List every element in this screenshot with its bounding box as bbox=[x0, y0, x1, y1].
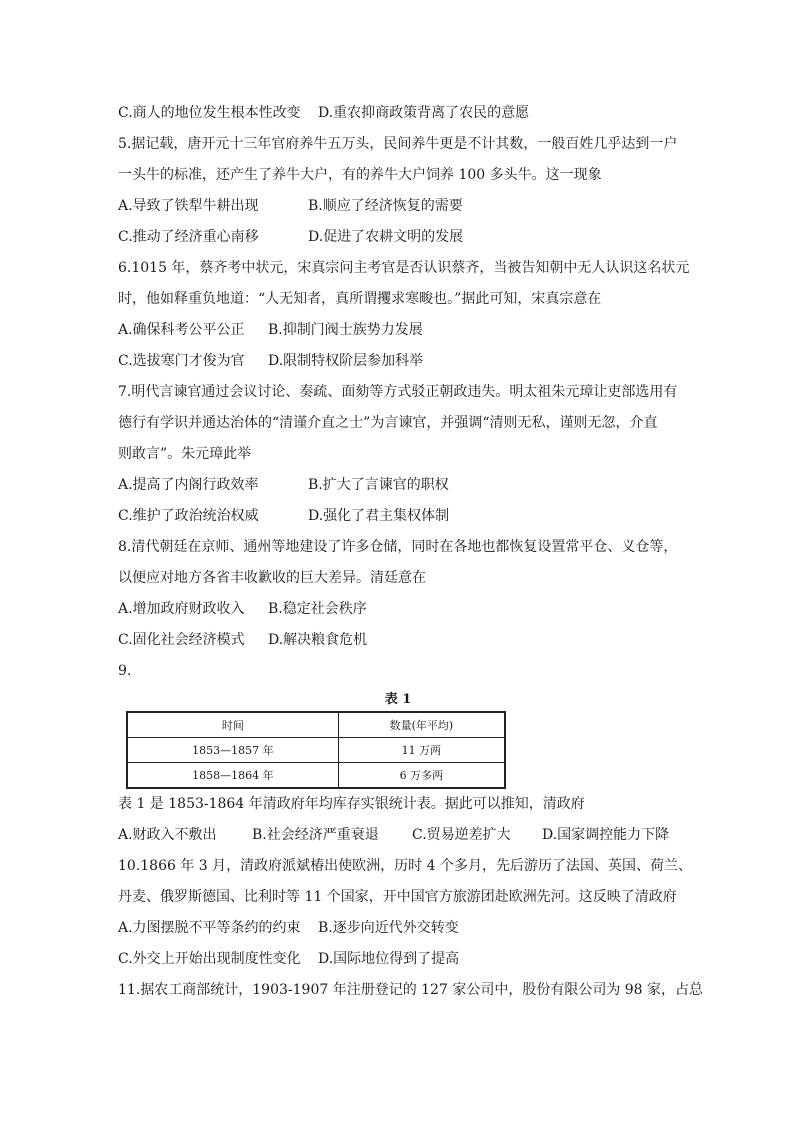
q9-options bbox=[118, 820, 678, 851]
q6-options-ab bbox=[118, 315, 678, 346]
silver-stock-table bbox=[126, 711, 506, 789]
question-5 bbox=[118, 129, 678, 253]
q10-option-b[interactable]: B.逐步向近代外交转变 bbox=[318, 920, 459, 936]
q6-stem-line-2: 时，他如释重负地道：“人无知者，真所谓攫求寒畯也。”据此可知，宋真宗意在 bbox=[118, 291, 602, 307]
q4-options-cd bbox=[118, 98, 678, 129]
q8-option-c[interactable]: C.固化社会经济模式 bbox=[118, 632, 245, 648]
q10-option-c[interactable]: C.外交上开始出现制度性变化 bbox=[118, 951, 301, 967]
table-cell: 6 万多两 bbox=[338, 763, 505, 789]
q8-options-cd bbox=[118, 625, 678, 656]
table-header-row bbox=[127, 712, 505, 738]
q5-options-cd bbox=[118, 222, 678, 253]
q6-option-a[interactable]: A.确保科考公平公正 bbox=[118, 322, 245, 338]
table-header-cell: 数量(年平均) bbox=[338, 712, 505, 738]
q5-option-c[interactable]: C.推动了经济重心南移 bbox=[118, 229, 259, 245]
q5-option-b[interactable]: B.顺应了经济恢复的需要 bbox=[308, 198, 463, 214]
table-cell: 1853—1857 年 bbox=[127, 738, 338, 763]
q6-stem-line-1: 6.1015 年，蔡齐考中状元，宋真宗问主考官是否认识蔡齐，当被告知朝中无人认识这名状元 bbox=[118, 260, 690, 276]
q6-options-cd bbox=[118, 346, 678, 377]
q10-stem-line-1: 10.1866 年 3 月，清政府派斌椿出使欧洲，历时 4 个多月，先后游历了法国、英国、荷兰、 bbox=[118, 858, 692, 874]
question-6 bbox=[118, 253, 690, 377]
q7-options-cd bbox=[118, 501, 678, 532]
exam-page bbox=[118, 98, 704, 1006]
q10-options-ab bbox=[118, 913, 678, 944]
question-9 bbox=[118, 656, 678, 851]
q9-option-c[interactable]: C.贸易逆差扩大 bbox=[412, 827, 511, 843]
q9-option-a[interactable]: A.财政入不敷出 bbox=[118, 827, 217, 843]
q8-stem-line-2: 以便应对地方各省丰收歉收的巨大差异。清廷意在 bbox=[118, 570, 426, 586]
q10-options-cd bbox=[118, 944, 678, 975]
q8-options-ab bbox=[118, 594, 678, 625]
q5-stem-line-1: 5.据记载，唐开元十三年官府养牛五万头，民间养牛更是不计其数，一般百姓几乎达到一户 bbox=[118, 136, 678, 152]
q5-option-d[interactable]: D.促进了农耕文明的发展 bbox=[308, 229, 464, 245]
q4-option-c[interactable]: C.商人的地位发生根本性改变 bbox=[118, 105, 301, 121]
q9-number: 9. bbox=[118, 663, 132, 679]
q7-option-d[interactable]: D.强化了君主集权体制 bbox=[308, 508, 450, 524]
q6-option-c[interactable]: C.选拔寒门才俊为官 bbox=[118, 353, 245, 369]
q7-stem-line-3: 则敢言”。朱元璋此举 bbox=[118, 446, 252, 462]
q4-option-d[interactable]: D.重农抑商政策背离了农民的意愿 bbox=[318, 105, 530, 121]
table-cell: 1858—1864 年 bbox=[127, 763, 338, 789]
q6-option-d[interactable]: D.限制特权阶层参加科举 bbox=[268, 353, 424, 369]
table-cell: 11 万两 bbox=[338, 738, 505, 763]
q8-option-b[interactable]: B.稳定社会秩序 bbox=[268, 601, 367, 617]
q11-stem-line-1: 11.据农工商部统计，1903-1907 年注册登记的 127 家公司中，股份有限公司为 98 家，占总 bbox=[118, 982, 704, 998]
q7-options-ab bbox=[118, 470, 678, 501]
table-row bbox=[127, 738, 505, 763]
table-title: 表 1 bbox=[384, 692, 412, 707]
q8-stem-line-1: 8.清代朝廷在京师、通州等地建设了许多仓储，同时在各地也都恢复设置常平仓、义仓等， bbox=[118, 539, 678, 555]
q7-stem-line-1: 7.明代言谏官通过会议讨论、奏疏、面劾等方式驳正朝政违失。明太祖朱元璋让吏部选用有 bbox=[118, 384, 678, 400]
q9-option-b[interactable]: B.社会经济严重衰退 bbox=[252, 827, 379, 843]
q8-option-d[interactable]: D.解决粮食危机 bbox=[268, 632, 368, 648]
table-header-cell: 时间 bbox=[127, 712, 338, 738]
q10-option-a[interactable]: A.力图摆脱不平等条约的约束 bbox=[118, 920, 301, 936]
question-7 bbox=[118, 377, 678, 532]
table-row bbox=[127, 763, 505, 789]
q10-option-d[interactable]: D.国际地位得到了提高 bbox=[318, 951, 460, 967]
q5-options-ab bbox=[118, 191, 678, 222]
q6-option-b[interactable]: B.抑制门阀士族势力发展 bbox=[268, 322, 423, 338]
q7-option-c[interactable]: C.维护了政治统治权威 bbox=[118, 508, 259, 524]
q7-stem-line-2: 德行有学识并通达治体的“清谨介直之士”为言谏官，并强调“清则无私，谨则无忽，介直 bbox=[118, 415, 658, 431]
q9-option-d[interactable]: D.国家调控能力下降 bbox=[542, 827, 670, 843]
q7-option-b[interactable]: B.扩大了言谏官的职权 bbox=[308, 477, 449, 493]
question-10 bbox=[118, 851, 692, 975]
q7-option-a[interactable]: A.提高了内阁行政效率 bbox=[118, 477, 259, 493]
q5-stem-line-2: 一头牛的标准，还产生了养牛大户，有的养牛大户饲养 100 多头牛。这一现象 bbox=[118, 167, 602, 183]
q5-option-a[interactable]: A.导致了铁犁牛耕出现 bbox=[118, 198, 259, 214]
q8-option-a[interactable]: A.增加政府财政收入 bbox=[118, 601, 245, 617]
q10-stem-line-2: 丹麦、俄罗斯德国、比利时等 11 个国家，开中国官方旅游团赴欧洲先河。这反映了清政府 bbox=[118, 889, 677, 905]
q9-stem: 表 1 是 1853-1864 年清政府年均库存实银统计表。据此可以推知，清政府 bbox=[118, 796, 585, 812]
question-8 bbox=[118, 532, 678, 656]
